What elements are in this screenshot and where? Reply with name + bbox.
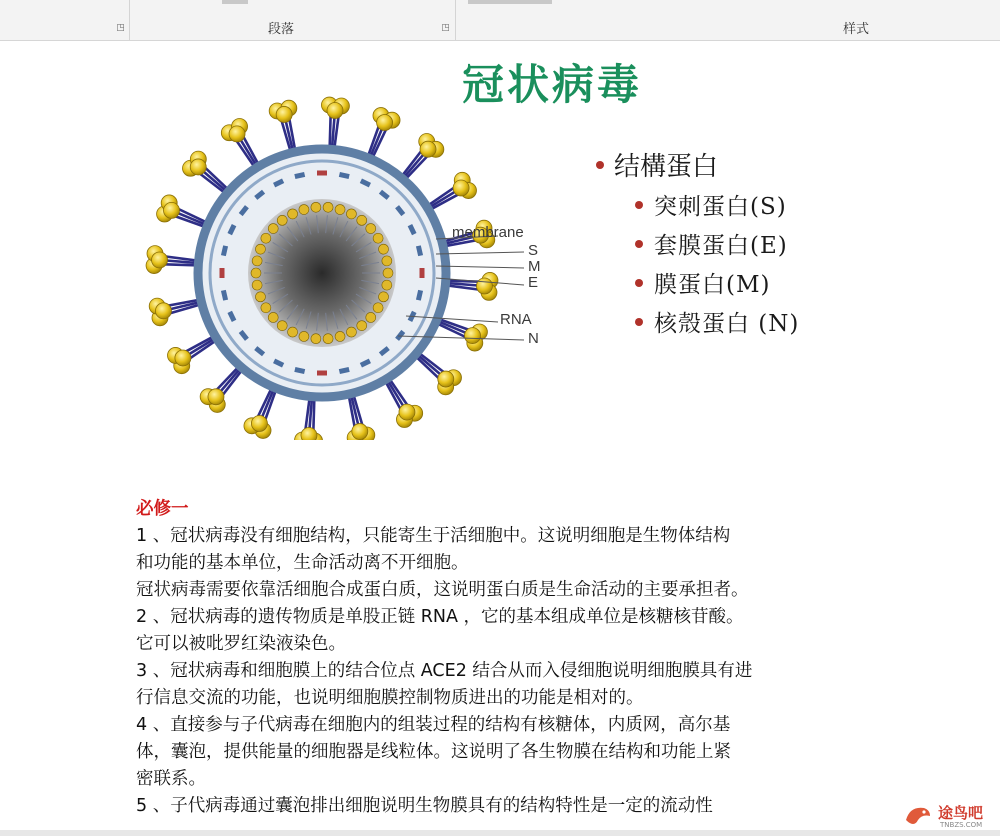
watermark-site: TNBZS.COM: [940, 821, 983, 829]
nucleocapsid-bead: [252, 280, 262, 290]
s-label: S: [528, 242, 539, 259]
nucleocapsid-bead: [277, 215, 287, 225]
legend-heading: 结構蛋白: [614, 152, 719, 182]
nucleocapsid-bead: [268, 224, 278, 234]
nucleocapsid-bead: [299, 331, 309, 341]
nucleocapsid-bead: [382, 256, 392, 266]
nucleocapsid-bead: [346, 209, 356, 219]
nucleocapsid-bead: [335, 331, 345, 341]
membrane-label: membrane: [452, 224, 524, 241]
bird-logo-icon: [900, 800, 934, 834]
e-label: E: [528, 274, 539, 291]
paragraph-line: 冠状病毒需要依靠活细胞合成蛋白质，这说明蛋白质是生命活动的主要承担者。: [136, 580, 749, 600]
legend-bullet: [635, 201, 643, 209]
paragraph-line: 行信息交流的功能，也说明细胞膜控制物质进出的功能是相对的。: [136, 688, 644, 708]
nucleocapsid-bead: [323, 334, 333, 344]
nucleocapsid-bead: [366, 224, 376, 234]
nucleocapsid-bead: [255, 292, 265, 302]
paragraph-group-label: 段落: [268, 22, 295, 37]
legend-item-spike: 突刺蛋白(S): [654, 194, 787, 220]
paragraph-line: 2 、冠状病毒的遗传物质是单股正链 RNA ，它的基本组成单位是核糖核苷酸。: [136, 607, 744, 627]
bottom-scroll-area: [0, 830, 1000, 836]
nucleocapsid-bead: [323, 202, 333, 212]
legend-item-envelope: 套膜蛋白(E): [654, 233, 788, 259]
nucleocapsid-bead: [268, 312, 278, 322]
paragraph-line: 4 、直接参与子代病毒在细胞内的组装过程的结构有核糖体，内质网，高尔基: [136, 715, 731, 735]
legend-bullet: [635, 240, 643, 248]
nucleocapsid-bead: [288, 327, 298, 337]
paragraph-line: 体，囊泡，提供能量的细胞器是线粒体。这说明了各生物膜在结构和功能上紧: [136, 742, 731, 762]
figure-title: 冠状病毒: [462, 60, 643, 109]
membrane-protein: [420, 268, 425, 278]
nucleocapsid-bead: [255, 244, 265, 254]
coronavirus-figure: [136, 44, 856, 440]
nucleocapsid-bead: [357, 215, 367, 225]
nucleocapsid-bead: [261, 303, 271, 313]
nucleocapsid-bead: [311, 202, 321, 212]
m-label: M: [528, 258, 541, 275]
ribbon-tab-indicator: [468, 0, 552, 4]
nucleocapsid-bead: [373, 233, 383, 243]
watermark: [900, 800, 998, 834]
n-label: N: [528, 330, 539, 347]
paragraph-line: 它可以被吡罗红染液染色。: [136, 634, 346, 654]
paragraph-line: 密联系。: [136, 769, 206, 789]
nucleocapsid-bead: [357, 321, 367, 331]
nucleocapsid-bead: [373, 303, 383, 313]
ribbon-tab-indicator: [222, 0, 248, 4]
ribbon: [0, 0, 1000, 41]
paragraph-line: 5 、子代病毒通过囊泡排出细胞说明生物膜具有的结构特性是一定的流动性: [136, 796, 713, 815]
membrane-protein: [317, 171, 327, 176]
paragraph-dialog-launcher-icon[interactable]: ◳: [441, 23, 450, 33]
nucleocapsid-bead: [366, 312, 376, 322]
paragraph-line: 1 、冠状病毒没有细胞结构，只能寄生于活细胞中。这说明细胞是生物体结构: [136, 526, 731, 546]
ribbon-separator: [129, 0, 130, 40]
font-dialog-launcher-icon[interactable]: ◳: [116, 23, 125, 33]
paragraph-line: 和功能的基本单位，生命活动离不开细胞。: [136, 553, 469, 573]
nucleocapsid-bead: [251, 268, 261, 278]
legend-bullet: [635, 279, 643, 287]
nucleocapsid-bead: [335, 205, 345, 215]
legend-item-membrane: 膜蛋白(M): [654, 272, 771, 298]
legend-bullet: [596, 161, 604, 169]
nucleocapsid-bead: [311, 334, 321, 344]
nucleocapsid-bead: [261, 233, 271, 243]
nucleocapsid-bead: [383, 268, 393, 278]
nucleocapsid-bead: [299, 205, 309, 215]
styles-group-label: 样式: [843, 22, 870, 37]
membrane-protein: [317, 371, 327, 376]
nucleocapsid-bead: [252, 256, 262, 266]
rna-label: RNA: [500, 311, 532, 328]
nucleocapsid-bead: [379, 244, 389, 254]
paragraph-line: 3 、冠状病毒和细胞膜上的结合位点 ACE2 结合从而入侵细胞说明细胞膜具有进: [136, 661, 753, 681]
nucleocapsid-bead: [379, 292, 389, 302]
legend-bullet: [635, 318, 643, 326]
section-heading: 必修一: [136, 499, 189, 519]
ribbon-separator: [455, 0, 456, 40]
document-body[interactable]: [136, 496, 876, 815]
nucleocapsid-bead: [277, 321, 287, 331]
nucleocapsid-bead: [288, 209, 298, 219]
nucleocapsid-bead: [382, 280, 392, 290]
watermark-name: 途鸟吧: [938, 804, 984, 822]
membrane-protein: [220, 268, 225, 278]
nucleocapsid-bead: [346, 327, 356, 337]
legend-item-nucleocapsid: 核殼蛋白 (N): [654, 311, 800, 337]
